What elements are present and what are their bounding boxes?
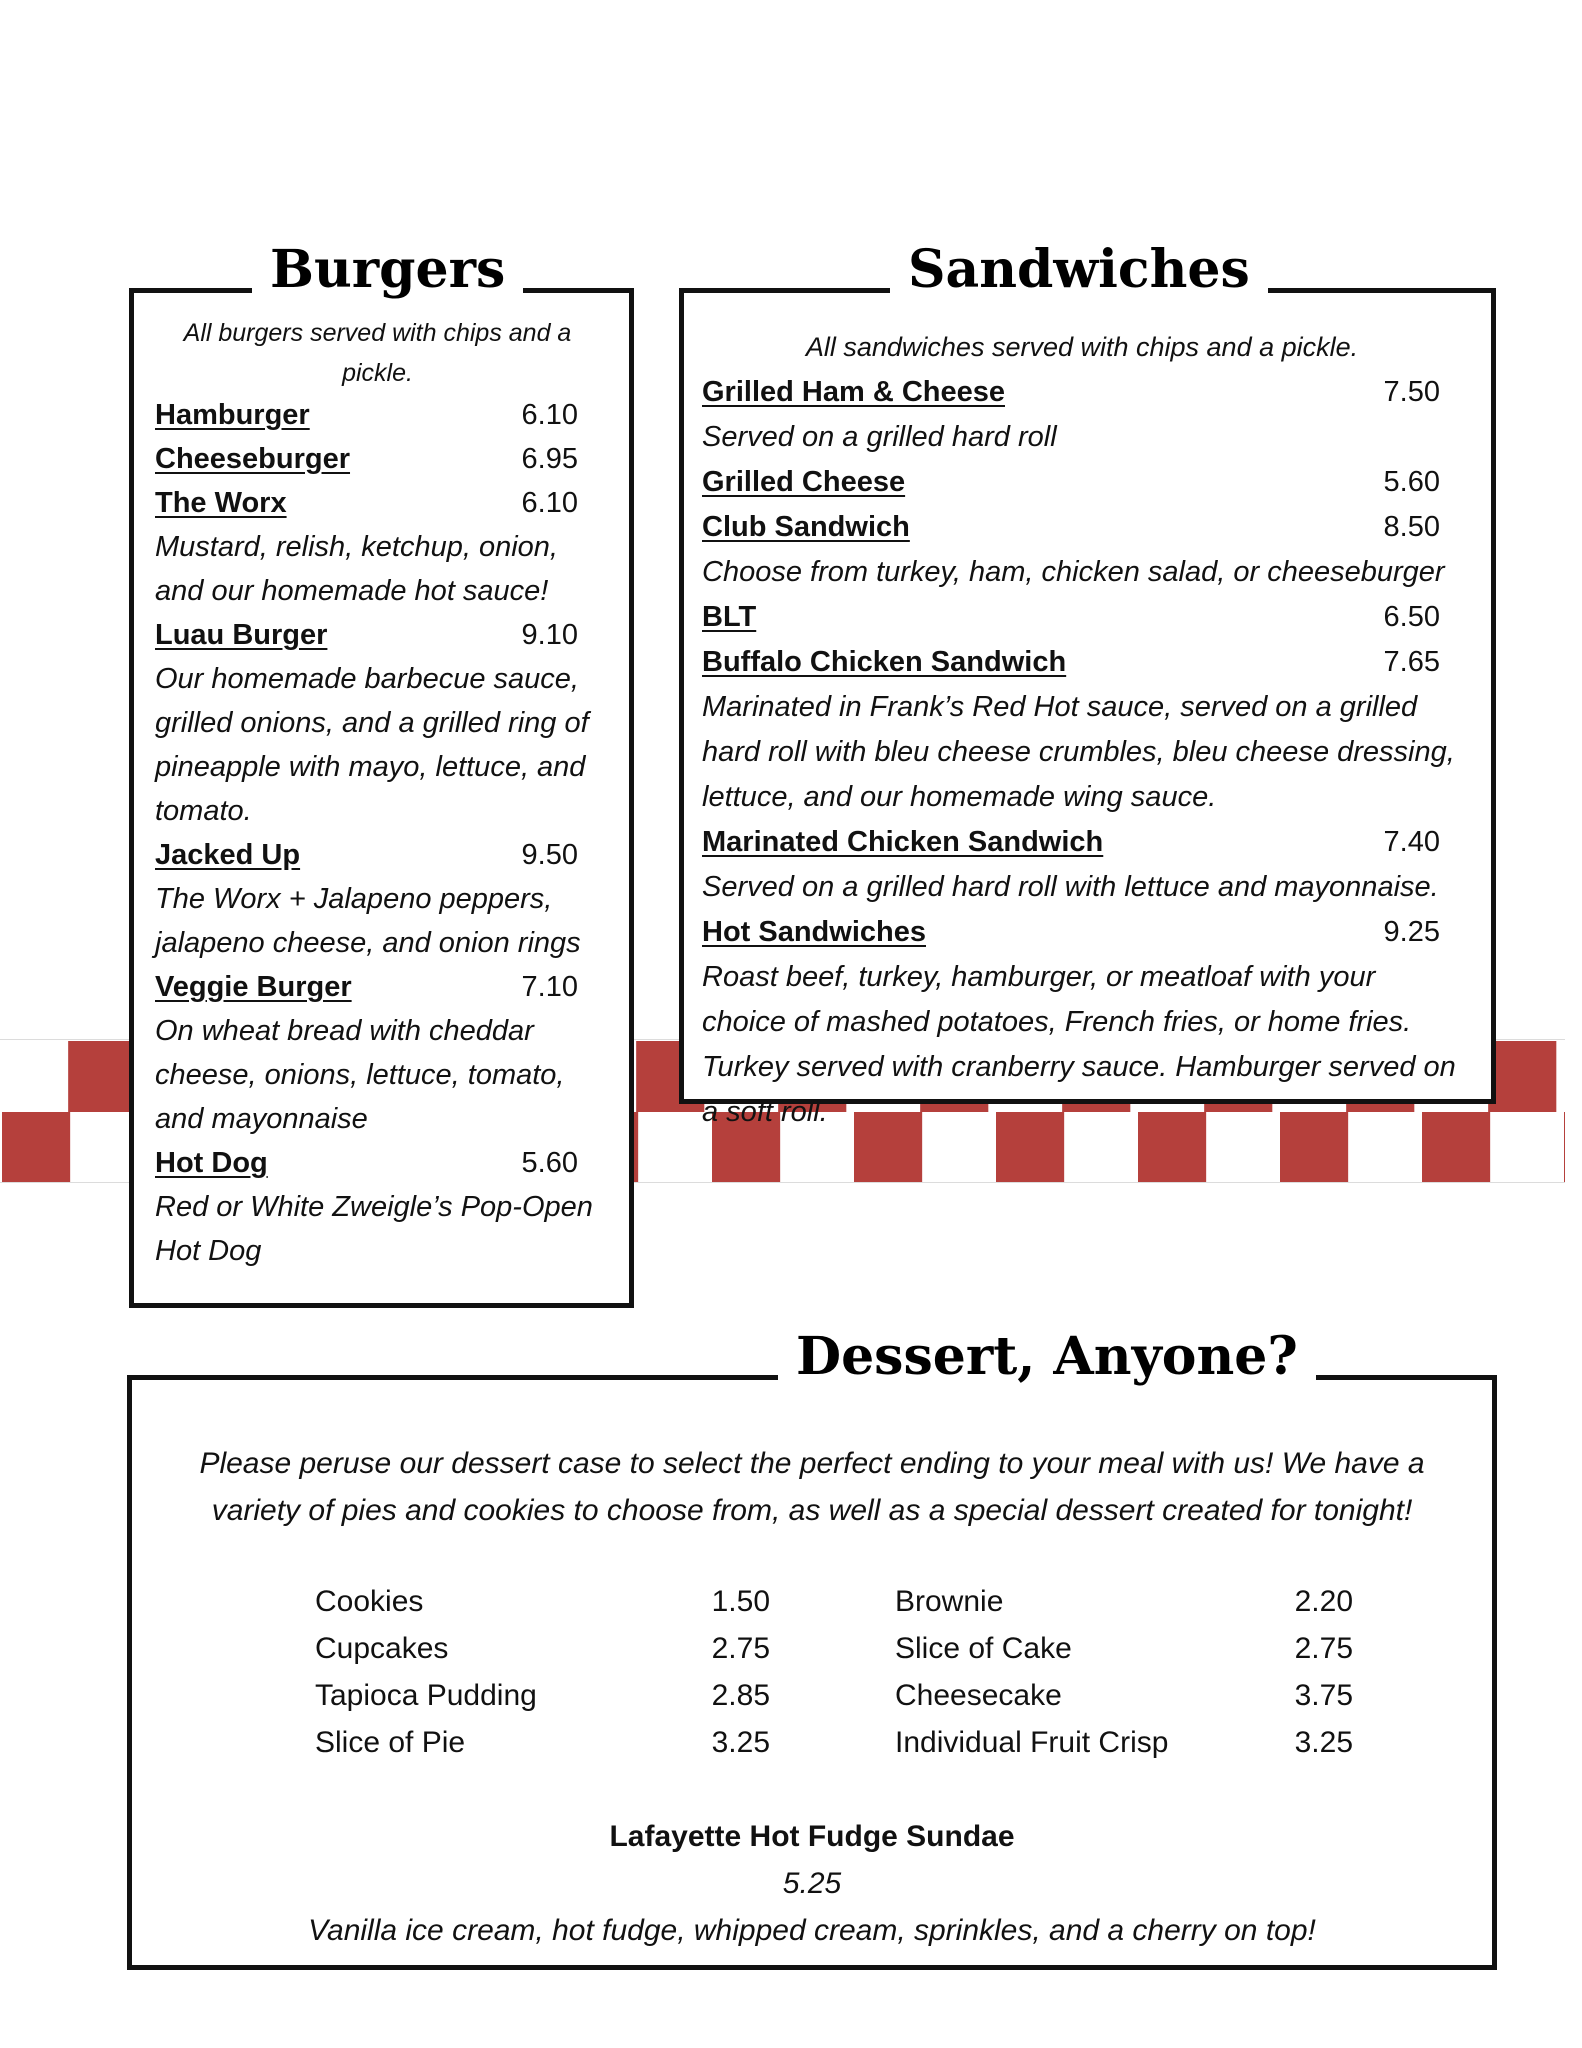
menu-item [702, 370, 1462, 460]
item-name: Jacked Up [155, 839, 301, 871]
dessert-item-price: 3.25 [1294, 1726, 1353, 1759]
dessert-section [127, 1326, 1497, 1970]
dessert-list-left [315, 1578, 770, 1766]
dessert-item-price: 2.75 [1294, 1632, 1353, 1665]
special-description: Vanilla ice cream, hot fudge, whipped cream, sprinkles, and a cherry on top! [308, 1914, 1316, 1947]
menu-item [155, 393, 600, 437]
sandwiches-section [679, 239, 1496, 1128]
menu-item [155, 833, 600, 965]
menu-item [702, 505, 1462, 595]
item-price: 9.50 [521, 839, 578, 871]
dessert-item-name: Slice of Cake [895, 1632, 1072, 1665]
dessert-intro: Please peruse our dessert case to select the perfect ending to your meal with us! We have a variety of pies and cookies to choose from, as well as a special dessert created for tonight! [199, 1447, 1425, 1527]
item-description: Marinated in Frank’s Red Hot sauce, served on a grilled hard roll with bleu cheese crumbles, bleu cheese dressing, lettuce, and our homemade wing sauce. [702, 691, 1455, 813]
special-name: Lafayette Hot Fudge Sundae [609, 1820, 1015, 1853]
dessert-special [132, 1813, 1492, 1954]
dessert-item-price: 2.20 [1294, 1585, 1353, 1618]
burgers-intro: All burgers served with chips and a pickle. [183, 319, 572, 387]
dessert-item-name: Cookies [315, 1585, 424, 1618]
item-name: The Worx [155, 487, 287, 519]
dessert-item [895, 1672, 1353, 1719]
item-name: Veggie Burger [155, 971, 352, 1003]
item-description: On wheat bread with cheddar cheese, onions, lettuce, tomato, and mayonnaise [155, 1015, 565, 1135]
menu-item [702, 910, 1462, 1135]
item-description: The Worx + Jalapeno peppers, jalapeno cheese, and onion rings [155, 883, 581, 959]
sandwiches-title: Sandwiches [890, 239, 1268, 300]
menu-item [702, 595, 1462, 640]
item-description: Our homemade barbecue sauce, grilled onions, and a grilled ring of pineapple with mayo, lettuce, and tomato. [155, 663, 589, 827]
dessert-item-price: 3.75 [1294, 1679, 1353, 1712]
item-name: Grilled Ham & Cheese [702, 376, 1005, 408]
item-name: Buffalo Chicken Sandwich [702, 646, 1067, 678]
item-description: Roast beef, turkey, hamburger, or meatloaf with your choice of mashed potatoes, French fries, or home fries. Turkey served with cranberry sauce. Hamburger served on a soft roll. [702, 961, 1456, 1128]
dessert-item [315, 1719, 770, 1766]
item-price: 8.50 [1383, 511, 1440, 543]
dessert-item [895, 1578, 1353, 1625]
dessert-item [895, 1719, 1353, 1766]
dessert-item [315, 1672, 770, 1719]
item-price: 7.10 [521, 971, 578, 1003]
dessert-item-price: 3.25 [711, 1726, 770, 1759]
dessert-title: Dessert, Anyone? [778, 1326, 1316, 1387]
menu-item [155, 1141, 600, 1273]
item-description: Choose from turkey, ham, chicken salad, or cheeseburger [702, 556, 1445, 588]
checker-square [1564, 1112, 1565, 1183]
checker-square [2, 1112, 70, 1183]
item-price: 7.40 [1383, 826, 1440, 858]
item-price: 5.60 [521, 1147, 578, 1179]
menu-item [155, 437, 600, 481]
item-name: Grilled Cheese [702, 466, 906, 498]
dessert-item [895, 1625, 1353, 1672]
checker-square [68, 1041, 136, 1112]
item-price: 7.65 [1383, 646, 1440, 678]
sandwiches-item-list [702, 370, 1462, 1135]
menu-item [155, 613, 600, 833]
item-description: Mustard, relish, ketchup, onion, and our homemade hot sauce! [155, 531, 558, 607]
special-price: 5.25 [782, 1867, 842, 1900]
burgers-item-list [155, 393, 600, 1273]
dessert-item-name: Cheesecake [895, 1679, 1062, 1712]
dessert-item [315, 1578, 770, 1625]
item-description: Served on a grilled hard roll [702, 421, 1057, 453]
dessert-item-name: Tapioca Pudding [315, 1679, 537, 1712]
item-name: BLT [702, 601, 757, 633]
dessert-item-price: 1.50 [711, 1585, 770, 1618]
burgers-section [129, 239, 634, 1308]
item-price: 6.95 [521, 443, 578, 475]
item-price: 6.10 [521, 487, 578, 519]
item-name: Hot Dog [155, 1147, 268, 1179]
item-price: 7.50 [1383, 376, 1440, 408]
item-price: 6.50 [1383, 601, 1440, 633]
menu-item [702, 820, 1462, 910]
burgers-title: Burgers [252, 239, 523, 300]
dessert-item [315, 1625, 770, 1672]
item-description: Served on a grilled hard roll with lettuce and mayonnaise. [702, 871, 1439, 903]
dessert-item-name: Cupcakes [315, 1632, 449, 1665]
menu-item [702, 640, 1462, 820]
menu-item [155, 481, 600, 613]
item-description: Red or White Zweigle’s Pop-Open Hot Dog [155, 1191, 593, 1267]
dessert-item-name: Brownie [895, 1585, 1004, 1618]
item-price: 9.25 [1383, 916, 1440, 948]
item-name: Marinated Chicken Sandwich [702, 826, 1104, 858]
item-price: 5.60 [1383, 466, 1440, 498]
dessert-list-right [895, 1578, 1353, 1766]
item-name: Luau Burger [155, 619, 328, 651]
dessert-item-name: Slice of Pie [315, 1726, 466, 1759]
menu-item [155, 965, 600, 1141]
item-price: 9.10 [521, 619, 578, 651]
checker-square [1488, 1041, 1556, 1112]
sandwiches-intro: All sandwiches served with chips and a pickle. [805, 332, 1359, 362]
item-price: 6.10 [521, 399, 578, 431]
dessert-item-name: Individual Fruit Crisp [895, 1726, 1169, 1759]
dessert-item-price: 2.75 [711, 1632, 770, 1665]
dessert-item-price: 2.85 [711, 1679, 770, 1712]
menu-item [702, 460, 1462, 505]
item-name: Cheeseburger [155, 443, 351, 475]
item-name: Hot Sandwiches [702, 916, 926, 948]
item-name: Hamburger [155, 399, 310, 431]
item-name: Club Sandwich [702, 511, 910, 543]
